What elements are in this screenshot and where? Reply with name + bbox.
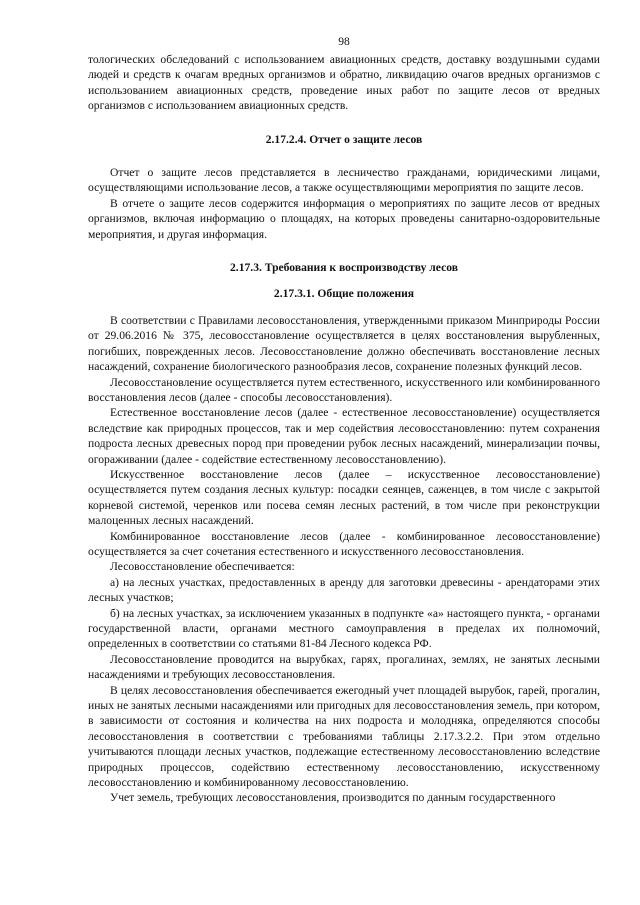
paragraph: Учет земель, требующих лесовосстановления, производится по данным государственного (110, 791, 556, 805)
paragraph: В соответствии с Правилами лесовосстановления, утвержденными приказом Минприроды России от 29.06.2016 № 375, лесовосстановление осуществляется в целях восстановления вырубленных, погибших, поврежденных лесов. Лесовосстановление должно обеспечивать восстановление лесных насаждений, сохранение биологического разнообразия лесов, сохранение полезных функций лесов. (88, 313, 600, 374)
paragraph: Искусственное восстановление лесов (далее – искусственное лесовосстановление) осуществляется путем создания лесных культур: посадки сеянцев, саженцев, в том числе с закрытой корневой системой, черенков или посева семян лесных растений, в том числе при реконструкции малоценных лесных насаждений. (88, 467, 600, 528)
section-heading-general: 2.17.3.1. Общие положения (273, 287, 415, 301)
paragraph: В целях лесовосстановления обеспечивается ежегодный учет площадей вырубок, гарей, прогалин, иных не занятых лесными насаждениями или пригодных для лесовосстановления земель, при котором, в зависимости от состояния и количества на них подроста и молодняка, определяются способы лесовосстановления в соответствии с требованиями таблицы 2.17.3.2.2. При этом отдельно учитываются площади лесных участков, подлежащие естественному лесовосстановлению вследствие природных процессов, содействию естественному лесовосстановлению, искусственному лесовосстановлению и комбинированному лесовосстановлению. (88, 683, 600, 790)
paragraph: В отчете о защите лесов содержится информация о мероприятиях по защите лесов от вредных организмов, включая информацию о площадях, на которых проведены санитарно-оздоровительные мероприятия, и другая информация. (88, 196, 600, 241)
section-heading-reproduction: 2.17.3. Требования к воспроизводству лесов (230, 261, 458, 275)
paragraph: Лесовосстановление проводится на вырубках, гарях, прогалинах, землях, не занятых лесными насаждениями и требующих лесовосстановления. (88, 652, 600, 682)
section-heading-report: 2.17.2.4. Отчет о защите лесов (265, 132, 423, 146)
paragraph: Лесовосстановление осуществляется путем естественного, искусственного или комбинированного восстановления лесов (далее - способы лесовосстановления). (88, 375, 600, 404)
paragraph: Отчет о защите лесов представляется в лесничество гражданами, юридическими лицами, осуществляющими использование лесов, а также осуществляющими мероприятия по защите лесов. (88, 166, 600, 195)
page-body (88, 52, 600, 806)
paragraph: Комбинированное восстановление лесов (далее - комбинированное лесовосстановление) осуществляется за счет сочетания естественного и искусственного лесовосстановления. (88, 529, 600, 558)
list-item: а) на лесных участках, предоставленных в аренду для заготовки древесины - арендаторами этих лесных участков; (88, 575, 600, 605)
page-number: 98 (338, 35, 350, 48)
paragraph: тологических обследований с использованием авиационных средств, доставку воздушными судами людей и средств к очагам вредных организмов и обратно, ликвидацию очагов вредных организмов с использованием авиационных средств, проведение иных работ по защите лесов от вредных организмов с использованием авиационных средств. (88, 53, 600, 113)
paragraph: Естественное восстановление лесов (далее - естественное лесовосстановление) осуществляется вследствие как природных процессов, так и мер содействия лесовосстановлению: путем сохранения подроста лесных древесных пород при проведении рубок лесных насаждений, минерализации почвы, огораживании (далее - содействие естественному лесовосстановлению). (88, 406, 600, 466)
paragraph: Лесовосстановление обеспечивается: (110, 560, 295, 574)
list-item: б) на лесных участках, за исключением указанных в подпункте «а» настоящего пункта, - органами государственной власти, органами местного самоуправления в пределах их полномочий, определенных в соответствии со статьями 81-84 Лесного кодекса РФ. (88, 606, 600, 651)
